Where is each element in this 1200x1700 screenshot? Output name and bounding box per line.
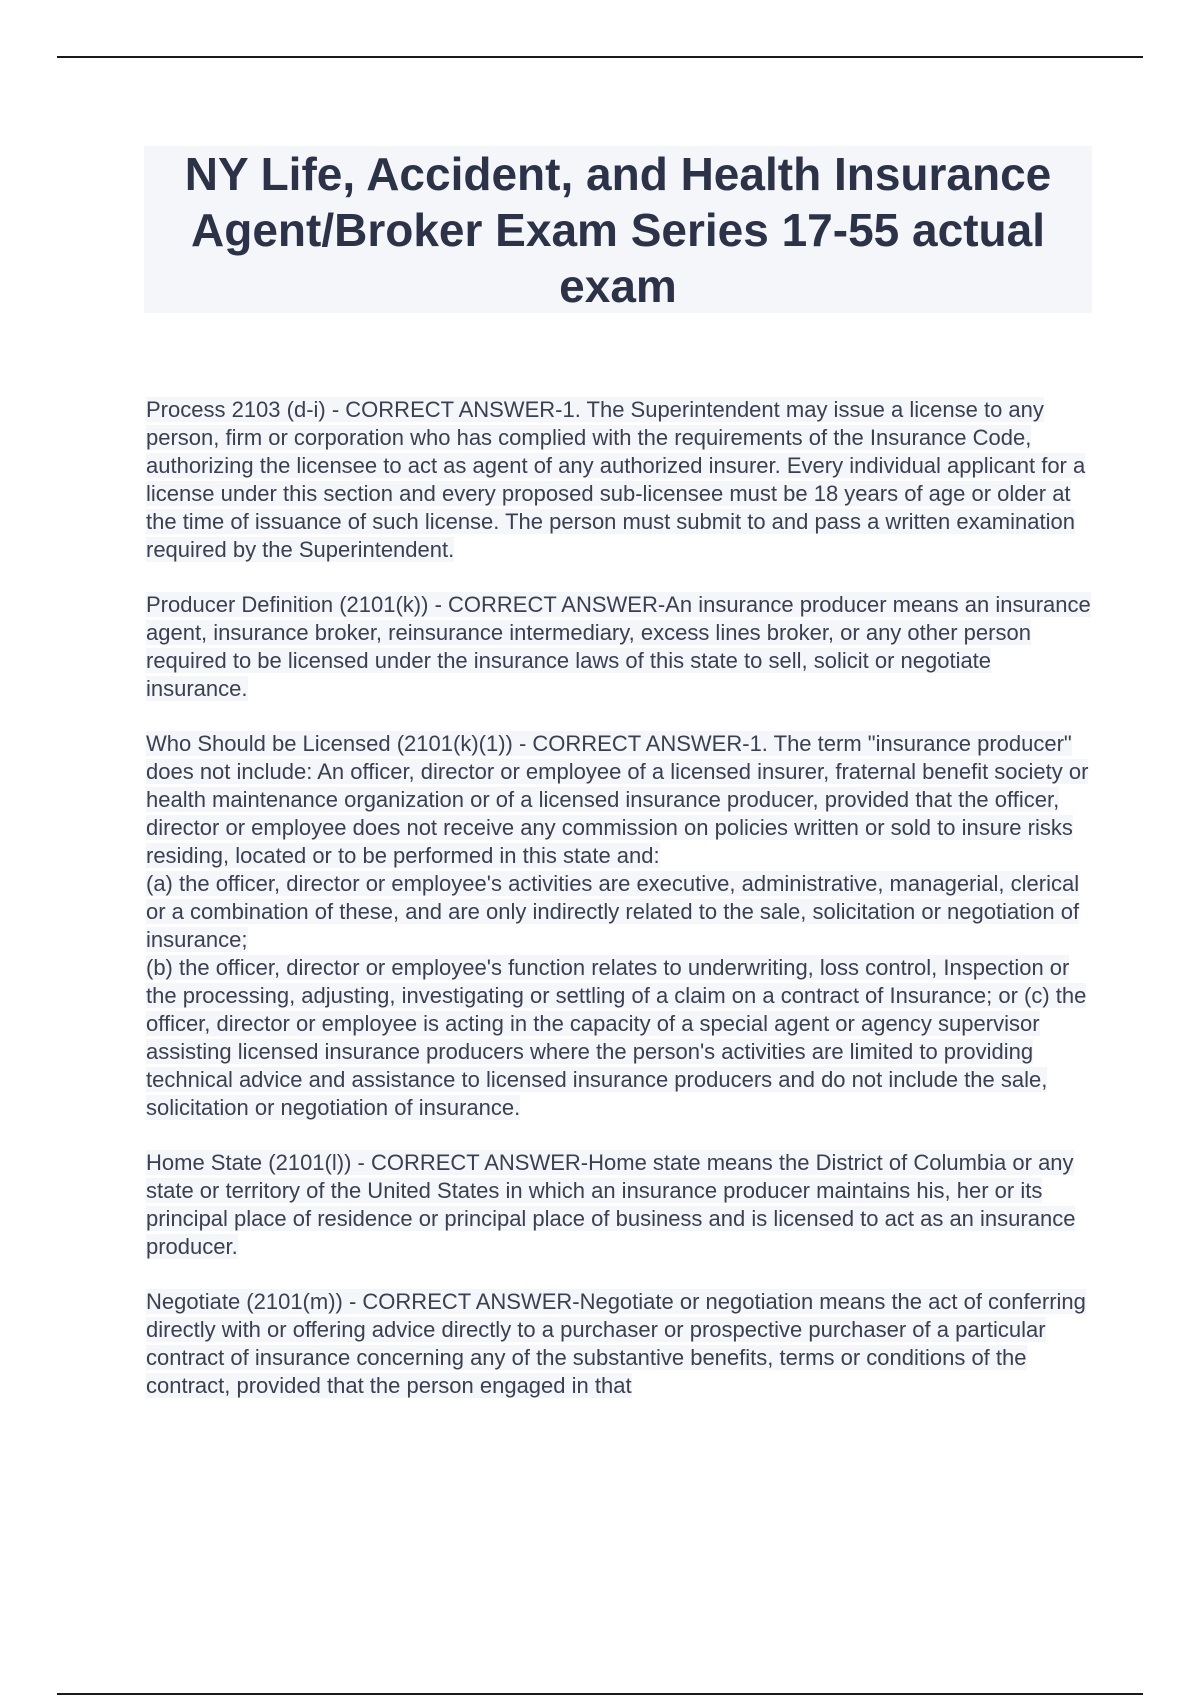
- qa-entry-text: Home State (2101(l)) - CORRECT ANSWER-Home state means the District of Columbia or any state or territory of the United States in which an insurance producer maintains his, her or its principal place of residence or principal place of business and is licensed to act as an insurance producer.: [146, 1150, 1076, 1259]
- document-body: [146, 396, 1096, 1427]
- bottom-divider: [57, 1693, 1143, 1695]
- qa-entry-text: Producer Definition (2101(k)) - CORRECT ANSWER-An insurance producer means an insurance agent, insurance broker, reinsurance intermediary, excess lines broker, or any other person required to be licensed under the insurance laws of this state to sell, solicit or negotiate insurance.: [146, 592, 1091, 701]
- title-banner: [144, 146, 1092, 313]
- top-divider: [57, 56, 1143, 58]
- qa-entry-text: Who Should be Licensed (2101(k)(1)) - CORRECT ANSWER-1. The term "insurance producer" does not include: An officer, director or employee of a licensed insurer, fraternal benefit society or health maintenance organization or of a licensed insurance producer, provided that the officer, director or employee does not receive any commission on policies written or sold to insure risks residing, located or to be performed in this state and: (a) the officer, director or employee's activities are executive, administrative, managerial, clerical or a combination of these, and are only indirectly related to the sale, solicitation or negotiation of insurance; (b) the officer, director or employee's function relates to underwriting, loss control, Inspection or the processing, adjusting, investigating or settling of a claim on a contract of Insurance; or (c) the officer, director or employee is acting in the capacity of a special agent or agency supervisor assisting licensed insurance producers where the person's activities are limited to providing technical advice and assistance to licensed insurance producers and do not include the sale, solicitation or negotiation of insurance.: [146, 731, 1089, 1120]
- qa-entry-process-2103: [146, 396, 1096, 564]
- document-title: NY Life, Accident, and Health Insurance Agent/Broker Exam Series 17-55 actual exam: [184, 147, 1052, 312]
- qa-entry-text: Process 2103 (d-i) - CORRECT ANSWER-1. The Superintendent may issue a license to any person, firm or corporation who has complied with the requirements of the Insurance Code, authorizing the licensee to act as agent of any authorized insurer. Every individual applicant for a license under this section and every proposed sub-licensee must be 18 years of age or older at the time of issuance of such license. The person must submit to and pass a written examination required by the Superintendent.: [146, 397, 1086, 562]
- qa-entry-home-state: [146, 1149, 1096, 1261]
- qa-entry-who-should-be-licensed: [146, 730, 1096, 1122]
- qa-entry-text: Negotiate (2101(m)) - CORRECT ANSWER-Negotiate or negotiation means the act of conferring directly with or offering advice directly to a purchaser or prospective purchaser of a particular contract of insurance concerning any of the substantive benefits, terms or conditions of the contract, provided that the person engaged in that: [146, 1289, 1086, 1398]
- qa-entry-negotiate: [146, 1288, 1096, 1400]
- qa-entry-producer-definition: [146, 591, 1096, 703]
